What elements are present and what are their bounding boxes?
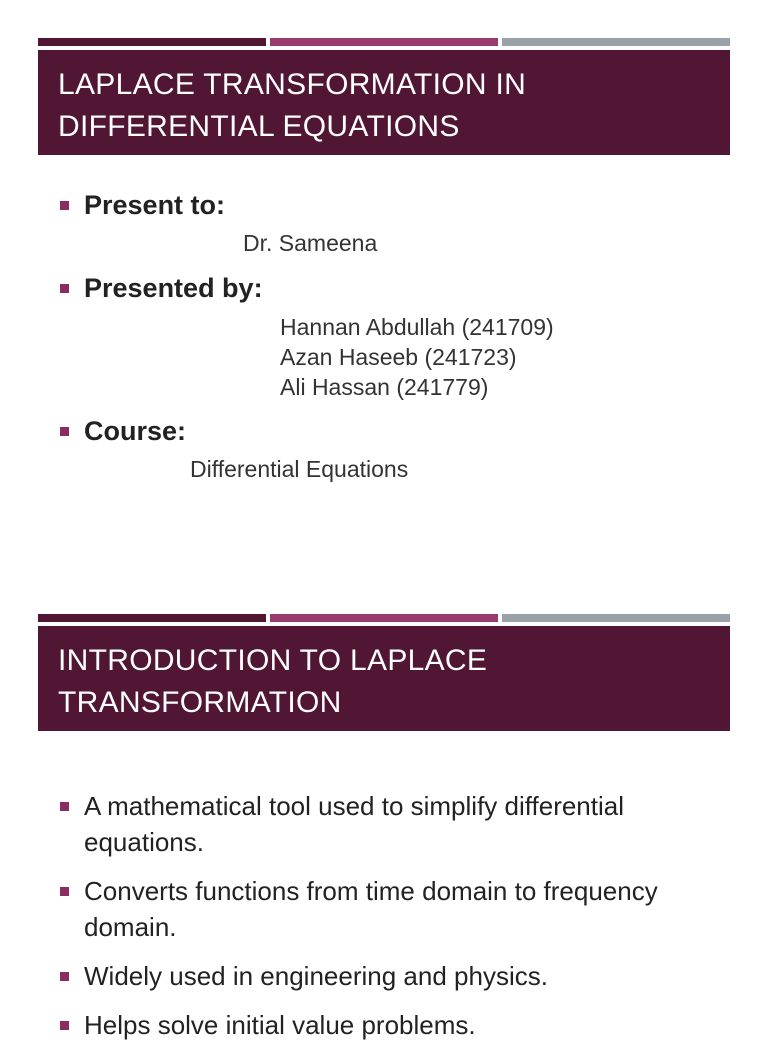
slide-title-line-2: TRANSFORMATION: [58, 686, 342, 719]
stripe-dark: [38, 38, 266, 46]
course-label: Course:: [84, 416, 187, 446]
course-value: Differential Equations: [190, 456, 409, 482]
header-stripes: [38, 614, 730, 622]
bullet-square-icon: [60, 201, 69, 210]
slide-title-bar: [38, 50, 730, 155]
list-item-text: Helps solve initial value problems.: [84, 1010, 476, 1040]
present-to-heading: [60, 190, 225, 221]
list-item: [60, 788, 720, 860]
slide-title-line-1: INTRODUCTION TO LAPLACE: [58, 644, 488, 677]
bullet-square-icon: [60, 1021, 69, 1030]
bullet-square-icon: [60, 887, 69, 896]
bullet-square-icon: [60, 802, 69, 811]
stripe-gray: [502, 614, 730, 622]
slide-title-line-2: DIFFERENTIAL EQUATIONS: [58, 110, 460, 143]
list-item: [60, 1007, 720, 1043]
list-item-text: Converts functions from time domain to frequency domain.: [84, 876, 658, 942]
intro-bullet-list: [60, 788, 720, 1056]
stripe-mid: [270, 614, 498, 622]
bullet-square-icon: [60, 427, 69, 436]
presenter-name: Hannan Abdullah (241709): [280, 314, 554, 340]
presenter-name: Azan Haseeb (241723): [280, 344, 517, 370]
list-item-text: Widely used in engineering and physics.: [84, 961, 548, 991]
course-heading: [60, 416, 186, 447]
presenter-name: Ali Hassan (241779): [280, 374, 489, 400]
list-item: [60, 958, 720, 994]
header-stripes: [38, 38, 730, 46]
slide-title-bar: [38, 626, 730, 731]
presented-by-label: Presented by:: [84, 273, 263, 303]
stripe-gray: [502, 38, 730, 46]
bullet-square-icon: [60, 284, 69, 293]
presented-by-heading: [60, 273, 263, 304]
stripe-mid: [270, 38, 498, 46]
bullet-square-icon: [60, 972, 69, 981]
present-to-label: Present to:: [84, 190, 226, 220]
slide-title-line-1: LAPLACE TRANSFORMATION IN: [58, 68, 527, 101]
list-item-text: A mathematical tool used to simplify differential equations.: [84, 791, 625, 857]
present-to-value: Dr. Sameena: [243, 230, 378, 256]
list-item: [60, 873, 720, 945]
stripe-dark: [38, 614, 266, 622]
